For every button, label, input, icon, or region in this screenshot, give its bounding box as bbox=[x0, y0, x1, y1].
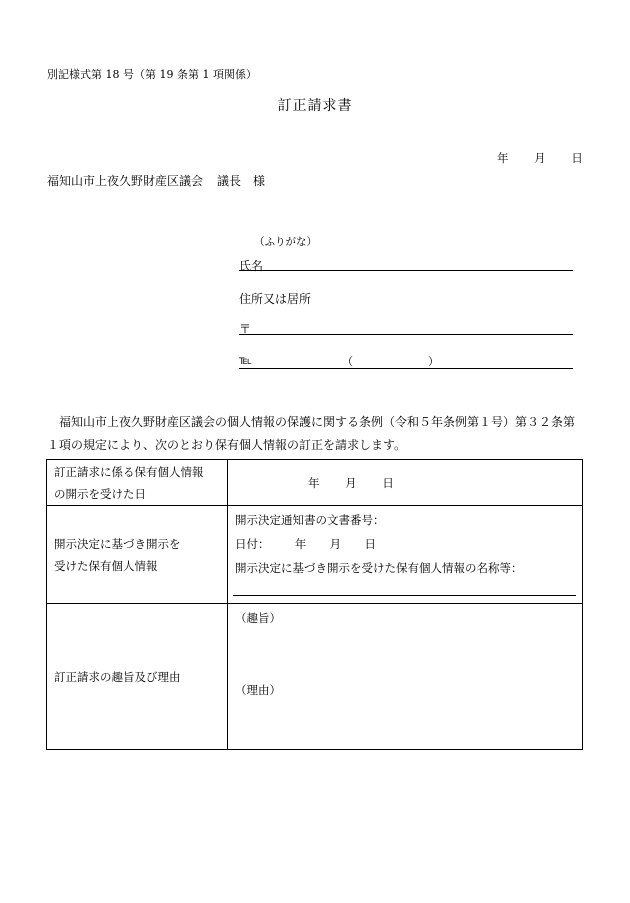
month-label: 月 bbox=[534, 151, 546, 165]
table-row bbox=[47, 604, 583, 750]
info-name-label: 開示決定に基づき開示を受けた保有個人情報の名称等： bbox=[235, 561, 523, 575]
name-line bbox=[239, 270, 573, 271]
tel-label: ℡ bbox=[239, 353, 252, 367]
disclosure-date-label bbox=[47, 460, 228, 506]
page-title: 訂正請求書 bbox=[277, 98, 353, 114]
disclosure-date-field[interactable] bbox=[228, 460, 583, 506]
form-code: 別記様式第 18 号（第 19 条第 1 項関係） bbox=[47, 68, 257, 81]
disclosed-info-field[interactable] bbox=[228, 506, 583, 604]
disclosed-info-label bbox=[47, 506, 228, 604]
addressee-org: 福知山市上夜久野財産区議会 bbox=[47, 174, 204, 188]
reason-label: 訂正請求の趣旨及び理由 bbox=[47, 604, 228, 750]
address-label: 住所又は居所 bbox=[239, 292, 312, 306]
purpose-label: （趣旨） bbox=[235, 611, 281, 625]
year-label: 年 bbox=[497, 151, 509, 165]
day-label: 日 bbox=[382, 475, 394, 490]
month-label: 月 bbox=[345, 475, 357, 490]
request-date bbox=[497, 150, 583, 166]
day-label: 日 bbox=[364, 537, 376, 551]
label-line: の開示を受けた日 bbox=[54, 486, 146, 501]
year-label: 年 bbox=[308, 475, 320, 490]
table-row bbox=[47, 506, 583, 604]
request-statement: 福知山市上夜久野財産区議会の個人情報の保護に関する条例（令和５年条例第１号）第３２条第１項の規定により、次のとおり保有個人情報の訂正を請求します。 bbox=[47, 415, 576, 452]
info-name-line bbox=[233, 595, 576, 596]
addressee-honorific: 様 bbox=[253, 174, 266, 188]
label-line: 受けた保有個人情報 bbox=[54, 558, 158, 573]
label-line: 訂正請求に係る保有個人情報 bbox=[54, 464, 204, 479]
postal-mark: 〒 bbox=[239, 322, 252, 336]
date-label: 日付： bbox=[235, 537, 270, 551]
reason-sub-label: （理由） bbox=[235, 683, 281, 697]
table-row bbox=[47, 460, 583, 506]
furigana-label: （ふりがな） bbox=[254, 236, 317, 248]
year-label: 年 bbox=[294, 537, 307, 551]
doc-number-label: 開示決定通知書の文書番号： bbox=[235, 513, 385, 527]
month-label: 月 bbox=[329, 537, 342, 551]
name-label: 氏名 bbox=[239, 259, 264, 273]
doc-date bbox=[235, 536, 376, 552]
address-line bbox=[239, 334, 573, 335]
label-line: 開示決定に基づき開示を bbox=[54, 536, 181, 551]
reason-field[interactable] bbox=[228, 604, 583, 750]
tel-paren-open: （ bbox=[342, 355, 353, 368]
request-table bbox=[46, 459, 583, 750]
tel-line bbox=[239, 368, 573, 369]
addressee bbox=[47, 172, 265, 189]
day-label: 日 bbox=[571, 151, 583, 165]
addressee-role: 議長 bbox=[217, 174, 242, 188]
tel-paren-close: ） bbox=[428, 355, 439, 368]
